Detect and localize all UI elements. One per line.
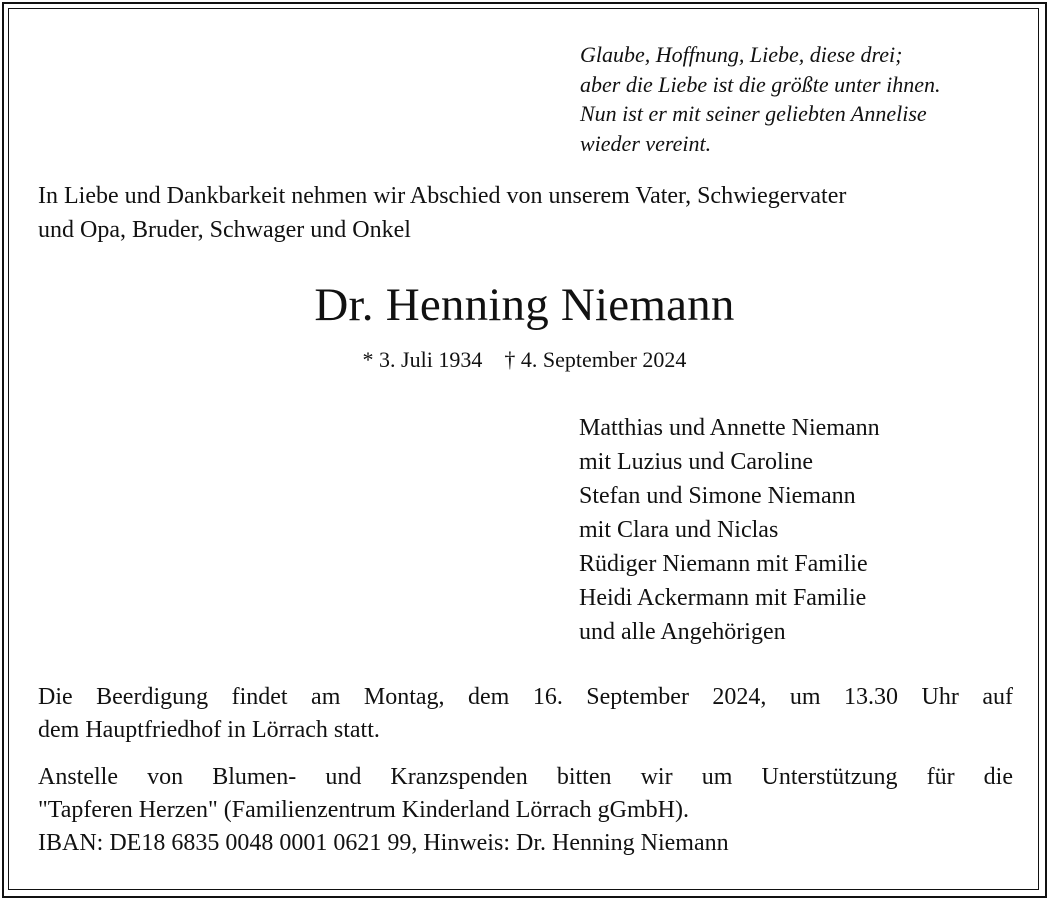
mourners-list [579,411,880,649]
birth-date: * 3. Juli 1934 [362,347,483,372]
motto-line: Nun ist er mit seiner geliebten Annelise [580,101,927,126]
donation-line: "Tapferen Herzen" (Familienzentrum Kinderland Lörrach gGmbH). [38,797,689,823]
mourner-line: Stefan und Simone Niemann [579,483,856,509]
life-dates [0,345,1049,375]
donation-notice [38,761,1013,860]
mourner-line: Heidi Ackermann mit Familie [579,585,867,611]
intro-text [38,179,1013,247]
mourner-line: Rüdiger Niemann mit Familie [579,551,868,577]
mourner-line: mit Clara und Niclas [579,517,779,543]
motto-line: wieder vereint. [580,130,712,156]
intro-line: In Liebe und Dankbarkeit nehmen wir Abschied von unserem Vater, Schwiegervater [38,183,847,209]
motto-line: aber die Liebe ist die größte unter ihnen. [580,71,941,97]
bible-verse-motto [580,40,941,158]
intro-line: und Opa, Bruder, Schwager und Onkel [38,217,411,243]
donation-iban-line: IBAN: DE18 6835 0048 0001 0621 99, Hinweis: Dr. Henning Niemann [38,830,729,856]
donation-line: Anstelle von Blumen- und Kranzspenden bitten wir um Unterstützung für die [38,764,1013,790]
funeral-line: Die Beerdigung findet am Montag, dem 16. September 2024, um 13.30 Uhr auf [38,684,1013,710]
funeral-line: dem Hauptfriedhof in Lörrach statt. [38,717,380,743]
mourner-line: mit Luzius und Caroline [579,449,813,475]
mourner-line: Matthias und Annette Niemann [579,415,880,441]
motto-line: Glaube, Hoffnung, Liebe, diese drei; [580,42,903,67]
deceased-name: Dr. Henning Niemann [314,279,735,331]
funeral-notice [38,681,1013,747]
death-date: † 4. September 2024 [504,347,687,372]
mourner-line: und alle Angehörigen [579,619,786,645]
